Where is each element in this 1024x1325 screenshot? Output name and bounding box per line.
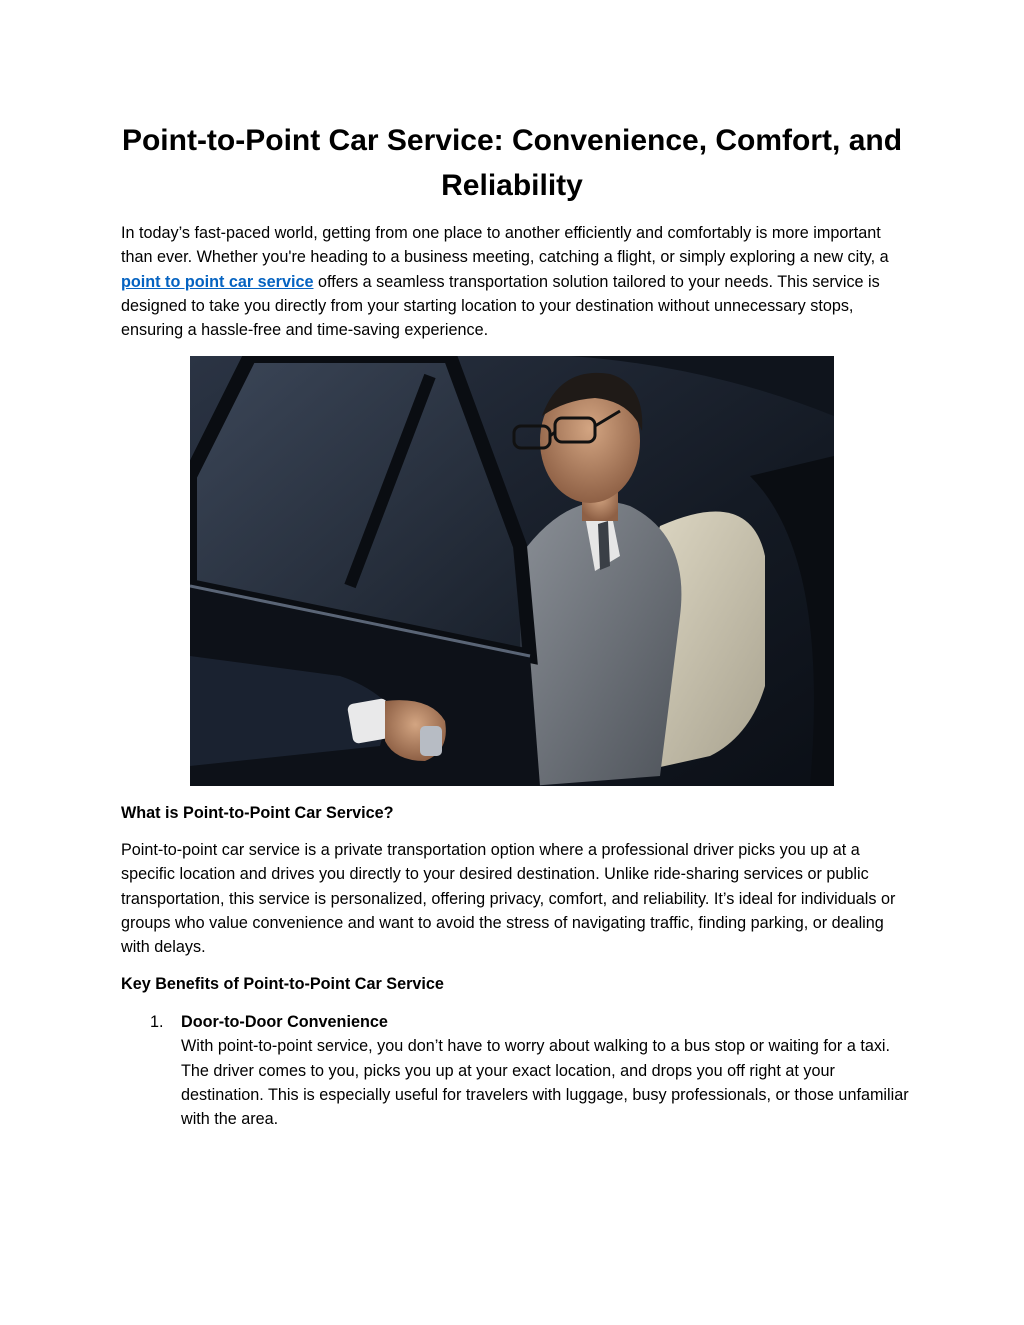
list-item-text: With point-to-point service, you don’t have to worry about walking to a bus stop or waiting for a taxi. The driver comes to you, picks you up at your exact location, and drops you off right at your destination. This is especially useful for travelers with luggage, busy professionals, or those unfamiliar with the area. <box>181 1037 909 1129</box>
list-item-title: Door-to-Door Convenience <box>181 1013 388 1031</box>
section-heading-benefits: Key Benefits of Point-to-Point Car Service <box>121 975 444 993</box>
intro-text-end: offers a seamless transportation solution tailored to your needs. This service is designed to take you directly from your starting location to your destination without unnecessary stops, ensuring a hassle-free and time-saving experience. <box>121 272 880 340</box>
list-body <box>181 1010 911 1131</box>
what-paragraph: Point-to-point car service is a private transportation option where a professional driver picks you up at a specific location and drives you directly to your desired destination. Unlike ride-sharing services or public transportation, this service is personalized, offering privacy, comfort, and reliability. It’s ideal for individuals or groups who value convenience and want to avoid the stress of navigating traffic, finding parking, or dealing with delays. <box>121 841 896 957</box>
section-heading-what: What is Point-to-Point Car Service? <box>121 804 394 822</box>
list-number: 1. <box>150 1013 164 1031</box>
page-title: Point-to-Point Car Service: Convenience, Comfort, and Reliability <box>121 124 903 202</box>
car-service-link[interactable]: point to point car service <box>121 272 314 291</box>
intro-text-start: In today’s fast-paced world, getting from one place to another efficiently and comfortably is more important than ever. Whether you're heading to a business meeting, catching a flight, or simply exploring a new city, a <box>121 224 889 267</box>
hero-photo <box>190 356 834 786</box>
intro-paragraph <box>121 221 911 342</box>
